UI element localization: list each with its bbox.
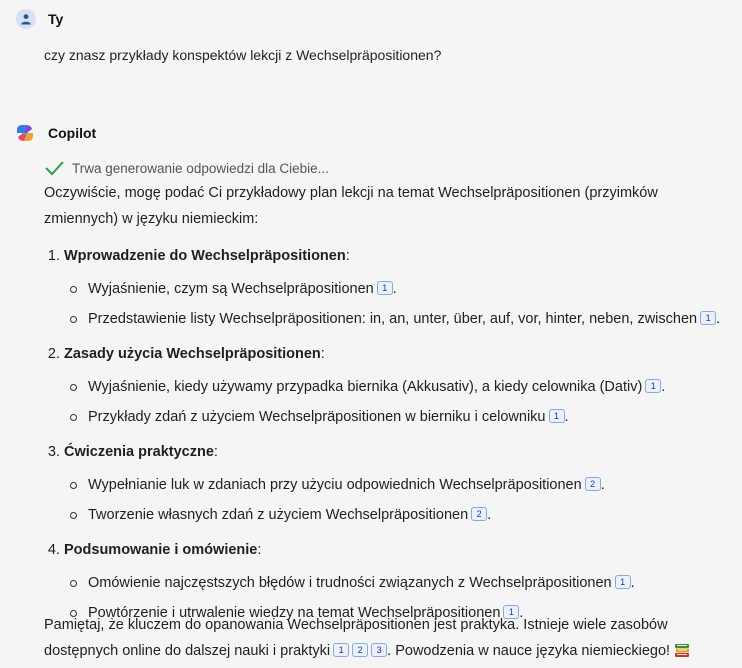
lesson-step: 2. Zasady użycia Wechselpräpositionen: Wyjaśnienie, kiedy używamy przypadka biernika (Akkusativ), a kiedy celownika (Dativ) 1 . Przykłady zdań z użyciem Wechselpräpositionen w bierniku i celowniku 1 . (64, 340, 734, 432)
lesson-step-title: Ćwiczenia praktyczne (64, 444, 214, 460)
list-item: Wyjaśnienie, kiedy używamy przypadka biernika (Akkusativ), a kiedy celownika (Dativ) 1 . (70, 372, 734, 402)
user-message-text: czy znasz przykłady konspektów lekcji z Wechselpräpositionen? (44, 47, 442, 63)
outro-text-part2: . Powodzenia w nauce języka niemieckiego! (387, 643, 671, 659)
lesson-substeps (64, 274, 734, 334)
lesson-substeps (64, 372, 734, 432)
list-item-text: Wyjaśnienie, czym są Wechselpräpositionen (88, 281, 374, 297)
list-item: Wypełnianie luk w zdaniach przy użyciu odpowiednich Wechselpräpositionen 2 . (70, 470, 734, 500)
citation-link[interactable]: 1 (549, 409, 565, 423)
generation-status (44, 158, 329, 178)
list-item-text: Omówienie najczęstszych błędów i trudności związanych z Wechselpräpositionen (88, 575, 612, 591)
lesson-step-title: Zasady użycia Wechselpräpositionen (64, 346, 321, 362)
lesson-step: 4. Podsumowanie i omówienie: Omówienie najczęstszych błędów i trudności związanych z Wechselpräpositionen 1 . Powtórzenie i utrwalenie wiedzy na temat Wechselpräpositionen 1 . (64, 536, 734, 628)
lesson-step: 1. Wprowadzenie do Wechselpräpositionen: Wyjaśnienie, czym są Wechselpräpositionen 1 . Przedstawienie listy Wechselpräpositionen: in, an, unter, über, auf, vor, hinter, neben, zwischen 1 . (64, 242, 734, 334)
lesson-step: 3. Ćwiczenia praktyczne: Wypełnianie luk w zdaniach przy użyciu odpowiednich Wechselpräpositionen 2 . Tworzenie własnych zdań z użyciem Wechselpräpositionen 2 . (64, 438, 734, 530)
books-emoji-icon (674, 642, 690, 658)
response-outro (44, 612, 734, 664)
copilot-name: Copilot (48, 125, 97, 141)
list-item-text: Wypełnianie luk w zdaniach przy użyciu odpowiednich Wechselpräpositionen (88, 477, 582, 493)
list-item: Omówienie najczęstszych błędów i trudności związanych z Wechselpräpositionen 1 . (70, 568, 734, 598)
copilot-message-header (14, 122, 96, 144)
list-item: Tworzenie własnych zdań z użyciem Wechselpräpositionen 2 . (70, 500, 734, 530)
citation-link[interactable]: 1 (377, 281, 393, 295)
citation-link[interactable]: 1 (503, 605, 519, 619)
list-item-text: Powtórzenie i utrwalenie wiedzy na temat Wechselpräpositionen (88, 605, 501, 621)
list-item-text: Przedstawienie listy Wechselpräpositionen: in, an, unter, über, auf, vor, hinter, neben, zwischen (88, 311, 698, 327)
user-avatar-icon (16, 9, 36, 29)
user-message-header (16, 8, 63, 30)
checkmark-icon (44, 160, 64, 176)
citation-link[interactable]: 3 (371, 643, 387, 657)
lesson-substeps (64, 470, 734, 530)
copilot-response (44, 180, 734, 634)
user-name: Ty (48, 11, 64, 27)
outro-text-part1: Pamiętaj, że kluczem do opanowania Wechselpräpositionen jest praktyka. Istnieje wiele zasobów dostępnych online do dalszej nauki i praktyki (44, 617, 668, 659)
citation-link[interactable]: 1 (333, 643, 349, 657)
copilot-logo-icon (14, 122, 36, 144)
list-item: Przedstawienie listy Wechselpräpositionen: in, an, unter, über, auf, vor, hinter, neben, zwischen 1 . (70, 304, 734, 334)
list-item: Przykłady zdań z użyciem Wechselpräpositionen w bierniku i celowniku 1 . (70, 402, 734, 432)
citation-link[interactable]: 1 (700, 311, 716, 325)
citation-link[interactable]: 2 (471, 507, 487, 521)
list-item-text: Tworzenie własnych zdań z użyciem Wechselpräpositionen (88, 507, 469, 523)
list-item: Powtórzenie i utrwalenie wiedzy na temat Wechselpräpositionen 1 . (70, 598, 734, 628)
lesson-step-title: Wprowadzenie do Wechselpräpositionen (64, 248, 346, 264)
list-item: Wyjaśnienie, czym są Wechselpräpositionen 1 . (70, 274, 734, 304)
citation-link[interactable]: 1 (615, 575, 631, 589)
lesson-step-title: Podsumowanie i omówienie (64, 542, 258, 558)
lesson-plan-list (44, 242, 734, 628)
citation-link[interactable]: 1 (645, 379, 661, 393)
citation-link[interactable]: 2 (585, 477, 601, 491)
list-item-text: Przykłady zdań z użyciem Wechselpräpositionen w bierniku i celowniku (88, 409, 546, 425)
citation-link[interactable]: 2 (352, 643, 368, 657)
list-item-text: Wyjaśnienie, kiedy używamy przypadka biernika (Akkusativ), a kiedy celownika (Dativ) (88, 379, 643, 395)
response-intro: Oczywiście, mogę podać Ci przykładowy plan lekcji na temat Wechselpräpositionen (przyimków zmiennych) w języku niemieckim: (44, 185, 658, 227)
generation-status-text: Trwa generowanie odpowiedzi dla Ciebie... (72, 160, 329, 176)
